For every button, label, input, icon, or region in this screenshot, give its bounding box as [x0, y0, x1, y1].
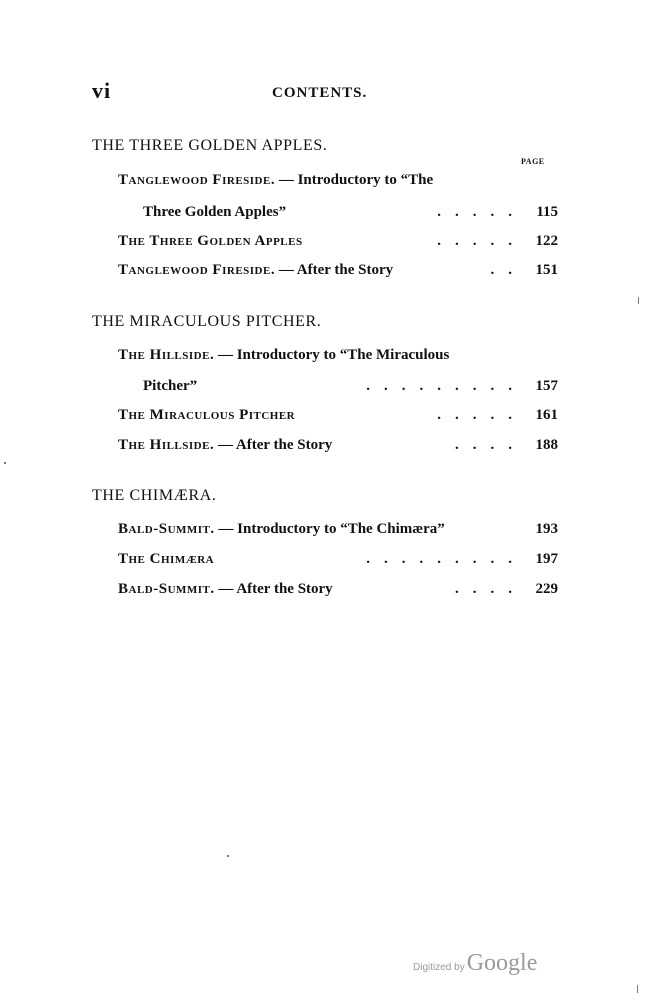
leader-dots: .....	[437, 407, 526, 423]
toc-entry[interactable]	[118, 437, 558, 459]
toc-entry-page: 193	[535, 521, 558, 537]
section-title-chimaera: THE CHIMÆRA.	[92, 487, 217, 504]
toc-entry-page: 157	[535, 378, 558, 394]
toc-entry-page: 115	[536, 204, 558, 220]
toc-entry-text: — Introductory to “The	[275, 172, 434, 188]
toc-entry[interactable]	[118, 233, 558, 255]
page-column-label: PAGE	[521, 157, 545, 166]
toc-entry-text: Pitcher”	[143, 378, 198, 394]
section-title-three-golden-apples: THE THREE GOLDEN APPLES.	[92, 137, 328, 154]
toc-entry-lead: The Miraculous Pitcher	[118, 407, 296, 423]
digitized-prefix: Digitized by	[413, 962, 465, 973]
toc-entry-page: 229	[535, 581, 558, 597]
toc-entry[interactable]	[118, 378, 558, 400]
toc-entry-lead: Tanglewood Fireside.	[118, 172, 276, 188]
toc-entry-text: — Introductory to “The Miraculous	[214, 347, 450, 363]
section-title-miraculous-pitcher: THE MIRACULOUS PITCHER.	[92, 313, 322, 330]
leader-dots: ....	[455, 437, 526, 453]
toc-entry[interactable]	[118, 407, 558, 429]
google-logo: Google	[466, 950, 538, 976]
scan-speck	[227, 855, 229, 857]
toc-entry-page: 161	[535, 407, 558, 423]
toc-entry-lead: Bald-Summit.	[118, 581, 215, 597]
toc-entry-text: — After the Story	[275, 262, 394, 278]
toc-entry[interactable]	[118, 262, 558, 284]
toc-entry[interactable]	[118, 521, 558, 543]
leader-dots: ..	[490, 262, 526, 278]
leader-dots: ....	[455, 581, 526, 597]
toc-entry[interactable]	[118, 347, 558, 369]
leader-dots: .........	[366, 378, 526, 394]
toc-entry[interactable]	[118, 551, 558, 573]
toc-entry-text: — After the Story	[214, 581, 333, 597]
scan-speck	[637, 985, 638, 993]
leader-dots: .....	[437, 233, 526, 249]
running-head: CONTENTS.	[272, 85, 368, 101]
digitized-watermark	[413, 950, 537, 977]
toc-entry-text: — After the Story	[214, 437, 333, 453]
toc-entry-page: 122	[535, 233, 558, 249]
leader-dots: .........	[366, 551, 526, 567]
leader-dots: .....	[437, 204, 526, 220]
toc-entry-lead: The Three Golden Apples	[118, 233, 303, 249]
toc-entry-page: 151	[535, 262, 558, 278]
toc-entry-page: 197	[535, 551, 558, 567]
toc-entry-page: 188	[535, 437, 558, 453]
toc-entry-lead: Bald-Summit.	[118, 521, 215, 537]
scan-speck	[4, 462, 6, 464]
toc-entry-text: Three Golden Apples”	[143, 204, 287, 220]
toc-entry[interactable]	[118, 581, 558, 603]
toc-entry-lead: Tanglewood Fireside.	[118, 262, 276, 278]
toc-entry[interactable]	[118, 204, 558, 226]
toc-entry-lead: The Hillside.	[118, 437, 215, 453]
scan-speck	[638, 297, 639, 304]
page-number: vi	[92, 78, 112, 103]
toc-entry-lead: The Hillside.	[118, 347, 215, 363]
toc-entry-text: — Introductory to “The Chimæra”	[214, 521, 445, 537]
toc-entry[interactable]	[118, 172, 558, 194]
toc-entry-lead: The Chimæra	[118, 551, 215, 567]
